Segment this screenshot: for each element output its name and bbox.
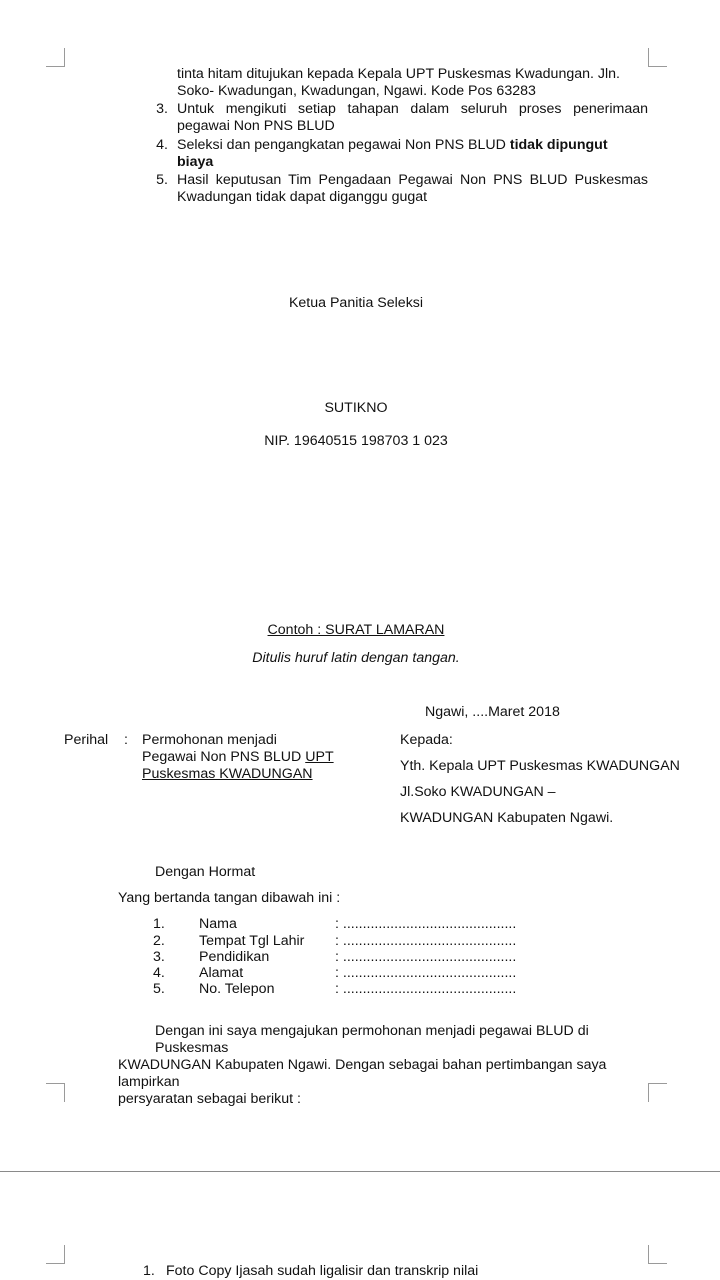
list-item-text: Hasil keputusan Tim Pengadaan Pegawai Non PNS BLUD Puskesmas — [177, 172, 648, 188]
field-number: 2. — [153, 933, 165, 949]
recipient-address-line: KWADUNGAN Kabupaten Ngawi. — [400, 810, 614, 826]
example-heading — [0, 622, 712, 639]
field-value-blank: : ............................................ — [335, 949, 517, 965]
letter-body-line: persyaratan sebagai berikut : — [118, 1091, 301, 1107]
list-item-text: Seleksi dan pengangkatan pegawai Non PNS BLUD — [177, 137, 510, 153]
signature-title: Ketua Panitia Seleksi — [288, 295, 424, 311]
page-separator — [0, 1171, 720, 1172]
field-label: Nama — [199, 916, 237, 932]
attachment-number: 1. — [143, 1263, 155, 1279]
field-value-blank: : ............................................ — [335, 981, 517, 997]
list-item-text: Untuk mengikuti setiap tahapan dalam seluruh proses penerimaan — [177, 101, 648, 117]
perihal-line-underlined: UPT — [305, 749, 334, 765]
list-item-3 — [177, 101, 648, 135]
signatory-nip: NIP. 19640515 198703 1 023 — [264, 433, 448, 449]
perihal-line-underlined: Puskesmas KWADUNGAN — [142, 766, 313, 782]
example-heading-text: Contoh : SURAT LAMARAN — [267, 622, 445, 638]
page-corner-mark — [46, 1245, 65, 1264]
perihal-value — [142, 732, 334, 783]
field-number: 1. — [153, 916, 165, 932]
field-value-blank: : ............................................ — [335, 965, 517, 981]
field-label: No. Telepon — [199, 981, 275, 997]
perihal-line: Pegawai Non PNS BLUD — [142, 749, 306, 765]
letter-body — [118, 1023, 648, 1108]
recipient-address-line: Jl.Soko KWADUNGAN – — [400, 784, 556, 800]
field-value-blank: : ............................................ — [335, 933, 517, 949]
field-number: 3. — [153, 949, 165, 965]
letter-body-line: Dengan ini saya mengajukan permohonan menjadi pegawai BLUD di Puskesmas — [155, 1023, 589, 1056]
perihal-line: Permohonan menjadi — [142, 732, 277, 748]
recipient-address-line: Yth. Kepala UPT Puskesmas KWADUNGAN — [400, 758, 680, 774]
page-corner-mark — [46, 48, 65, 67]
page-corner-mark — [648, 1245, 667, 1264]
list-item-2-continued — [177, 66, 648, 100]
page-corner-mark — [648, 1083, 667, 1102]
intro-text: Yang bertanda tangan dibawah ini : — [118, 890, 341, 906]
example-note: Ditulis huruf latin dengan tangan. — [252, 650, 460, 666]
list-item-text: Kwadungan tidak dapat diganggu gugat — [177, 189, 428, 205]
list-item-text: pegawai Non PNS BLUD — [177, 118, 335, 134]
field-label: Tempat Tgl Lahir — [199, 933, 305, 949]
page-corner-mark — [648, 48, 667, 67]
page-corner-mark — [46, 1083, 65, 1102]
list-item-bold-text: biaya — [177, 154, 214, 170]
perihal-colon: : — [124, 732, 128, 748]
list-item-number: 3. — [156, 101, 168, 117]
list-item-text: Soko- Kwadungan, Kwadungan, Ngawi. Kode Pos 63283 — [177, 83, 536, 99]
list-item-number: 5. — [156, 172, 168, 188]
list-item-text: tinta hitam ditujukan kepada Kepala UPT Puskesmas Kwadungan. Jln. — [177, 66, 620, 82]
field-label: Alamat — [199, 965, 244, 981]
perihal-label: Perihal — [64, 732, 109, 748]
field-number: 4. — [153, 965, 165, 981]
attachment-item: Foto Copy Ijasah sudah ligalisir dan transkrip nilai — [166, 1263, 479, 1279]
signatory-name: SUTIKNO — [324, 400, 388, 416]
field-label: Pendidikan — [199, 949, 270, 965]
field-value-blank: : ............................................ — [335, 916, 517, 932]
greeting: Dengan Hormat — [155, 864, 256, 880]
field-number: 5. — [153, 981, 165, 997]
letter-place-date: Ngawi, ....Maret 2018 — [425, 704, 560, 720]
list-item-number: 4. — [156, 137, 168, 153]
list-item-5 — [177, 172, 648, 206]
list-item-4 — [177, 137, 648, 171]
recipient-kepada: Kepada: — [400, 732, 453, 748]
list-item-bold-text: tidak dipungut — [509, 137, 608, 153]
letter-body-line: KWADUNGAN Kabupaten Ngawi. Dengan sebagai bahan pertimbangan saya lampirkan — [118, 1057, 607, 1090]
